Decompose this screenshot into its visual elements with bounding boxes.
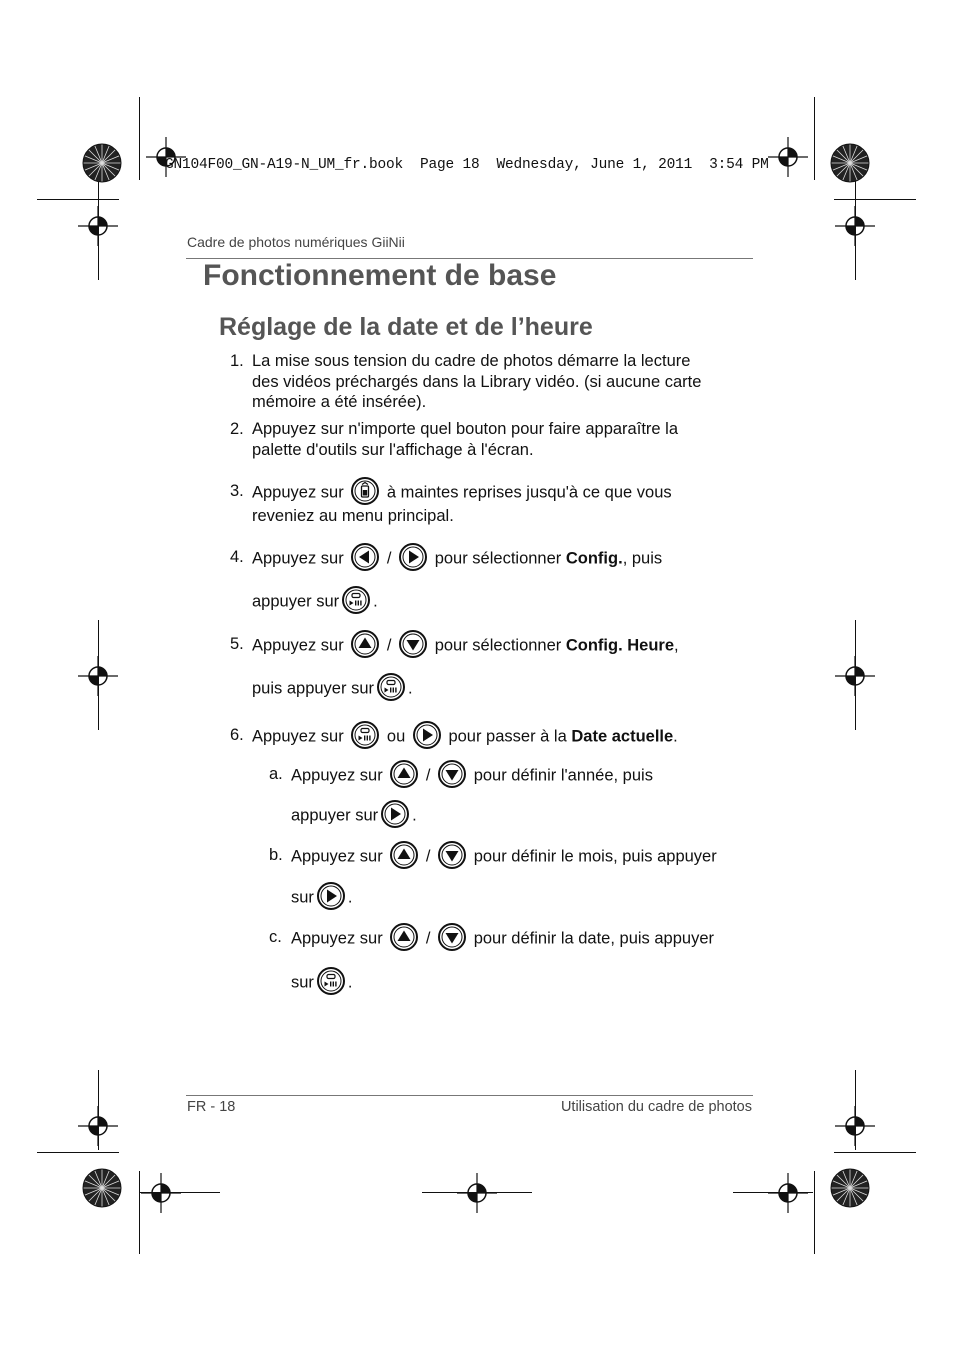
text-fragment: pour passer à la	[448, 727, 567, 746]
step-1-text	[252, 351, 701, 413]
text-fragment: pour définir la date, puis appuyer	[473, 929, 715, 948]
text-line: mémoire a été insérée).	[252, 393, 427, 411]
substep-b-line-1	[291, 842, 717, 872]
registration-mark-icon	[78, 656, 118, 696]
crop-mark	[834, 1152, 916, 1153]
substep-letter: c.	[269, 928, 282, 946]
text-fragment: Appuyez sur	[252, 483, 344, 502]
text-fragment: .	[373, 592, 378, 611]
text-line: palette d'outils sur l'affichage à l'écran.	[252, 440, 534, 459]
substep-c-line-2	[291, 968, 353, 998]
substep-letter: a.	[269, 765, 283, 783]
step-number: 1.	[230, 352, 244, 370]
crop-mark	[834, 199, 916, 200]
step-number: 6.	[230, 726, 244, 744]
crop-mark	[814, 1171, 815, 1254]
substep-c-line-1	[291, 924, 714, 954]
text-fragment: Appuyez sur	[252, 549, 344, 568]
text-fragment: à maintes reprises jusqu'à ce que vous	[386, 483, 672, 502]
registration-mark-icon	[141, 1173, 181, 1213]
starburst-mark-icon	[830, 143, 870, 183]
crop-mark	[37, 199, 119, 200]
crop-mark	[814, 97, 815, 180]
ok-play-button-icon	[350, 720, 380, 750]
text-fragment: pour sélectionner	[434, 549, 562, 568]
text-fragment: Appuyez sur	[291, 766, 383, 785]
registration-mark-icon	[835, 206, 875, 246]
step-number: 5.	[230, 635, 244, 653]
text-fragment: /	[386, 549, 392, 568]
step-number: 2.	[230, 420, 244, 438]
text-fragment: .	[408, 679, 413, 698]
step-number: 4.	[230, 548, 244, 566]
up-arrow-button-icon	[389, 759, 419, 789]
text-fragment: ou	[386, 727, 406, 746]
text-line: Appuyez sur n'importe quel bouton pour faire apparaître la	[252, 420, 678, 438]
step-6-line-1	[252, 722, 678, 752]
left-arrow-button-icon	[350, 542, 380, 572]
starburst-mark-icon	[82, 143, 122, 183]
registration-mark-icon	[457, 1173, 497, 1213]
step-number: 3.	[230, 482, 244, 500]
up-arrow-button-icon	[389, 840, 419, 870]
text-fragment: sur	[291, 973, 314, 992]
print-slug: GN104F00_GN-A19-N_UM_fr.book Page 18 Wednesday, June 1, 2011 3:54 PM	[165, 157, 769, 173]
starburst-mark-icon	[830, 1168, 870, 1208]
ok-play-button-icon	[316, 966, 346, 996]
text-fragment: pour sélectionner	[434, 636, 562, 655]
text-fragment: /	[425, 929, 431, 948]
up-arrow-button-icon	[389, 922, 419, 952]
section-title: Réglage de la date et de l’heure	[219, 313, 593, 341]
right-arrow-button-icon	[412, 720, 442, 750]
registration-mark-icon	[835, 656, 875, 696]
text-fragment: , puis	[622, 549, 663, 568]
down-arrow-button-icon	[437, 759, 467, 789]
crop-mark	[139, 97, 140, 180]
step-4-line-2	[252, 587, 378, 617]
crop-mark	[139, 1171, 140, 1254]
right-arrow-button-icon	[398, 542, 428, 572]
text-fragment: /	[386, 636, 392, 655]
text-fragment: .	[673, 727, 678, 746]
page-title: Fonctionnement de base	[203, 259, 557, 292]
return-button-icon	[350, 476, 380, 506]
text-fragment: /	[425, 847, 431, 866]
text-fragment: Appuyez sur	[291, 929, 383, 948]
step-2-text	[252, 419, 678, 460]
step-4-line-1	[252, 544, 662, 574]
down-arrow-button-icon	[398, 629, 428, 659]
down-arrow-button-icon	[437, 922, 467, 952]
text-fragment: Appuyez sur	[252, 727, 344, 746]
menu-term: Config. Heure	[565, 636, 675, 655]
step-5-line-1	[252, 631, 679, 661]
text-fragment: pour définir l'année, puis	[473, 766, 653, 785]
right-arrow-button-icon	[316, 881, 346, 911]
starburst-mark-icon	[82, 1168, 122, 1208]
up-arrow-button-icon	[350, 629, 380, 659]
text-fragment: .	[347, 973, 353, 992]
substep-b-line-2	[291, 883, 353, 913]
substep-letter: b.	[269, 846, 283, 864]
text-fragment: sur	[291, 888, 314, 907]
text-fragment: puis appuyer sur	[252, 679, 374, 698]
text-fragment: ,	[674, 636, 679, 655]
registration-mark-icon	[768, 1173, 808, 1213]
registration-mark-icon	[768, 137, 808, 177]
text-fragment: appuyer sur	[252, 592, 340, 611]
text-fragment: Appuyez sur	[291, 847, 383, 866]
text-line: des vidéos préchargés dans la Library vidéo. (si aucune carte	[252, 372, 702, 391]
step-3-line-2: reveniez au menu principal.	[252, 507, 454, 525]
text-fragment: Appuyez sur	[252, 636, 344, 655]
ok-play-button-icon	[341, 585, 371, 615]
menu-term: Date actuelle	[571, 727, 674, 746]
text-fragment: .	[412, 806, 417, 825]
substep-a-line-1	[291, 761, 653, 791]
chapter-name: Utilisation du cadre de photos	[560, 1099, 752, 1115]
text-fragment: appuyer sur	[291, 806, 379, 825]
page-number: FR - 18	[187, 1099, 236, 1115]
registration-mark-icon	[835, 1106, 875, 1146]
registration-mark-icon	[78, 1106, 118, 1146]
text-fragment: /	[425, 766, 431, 785]
step-3-line-1	[252, 478, 672, 508]
step-5-line-2	[252, 674, 413, 704]
ok-play-button-icon	[376, 672, 406, 702]
substep-a-line-2	[291, 801, 417, 831]
text-fragment: pour définir le mois, puis appuyer	[473, 847, 717, 866]
crop-mark	[37, 1152, 119, 1153]
text-fragment: .	[347, 888, 353, 907]
menu-term: Config.	[565, 549, 623, 568]
text-line: La mise sous tension du cadre de photos démarre la lecture	[252, 352, 691, 370]
right-arrow-button-icon	[380, 799, 410, 829]
down-arrow-button-icon	[437, 840, 467, 870]
footer-rule	[186, 1095, 753, 1096]
registration-mark-icon	[78, 206, 118, 246]
running-head: Cadre de photos numériques GiiNii	[187, 234, 405, 250]
